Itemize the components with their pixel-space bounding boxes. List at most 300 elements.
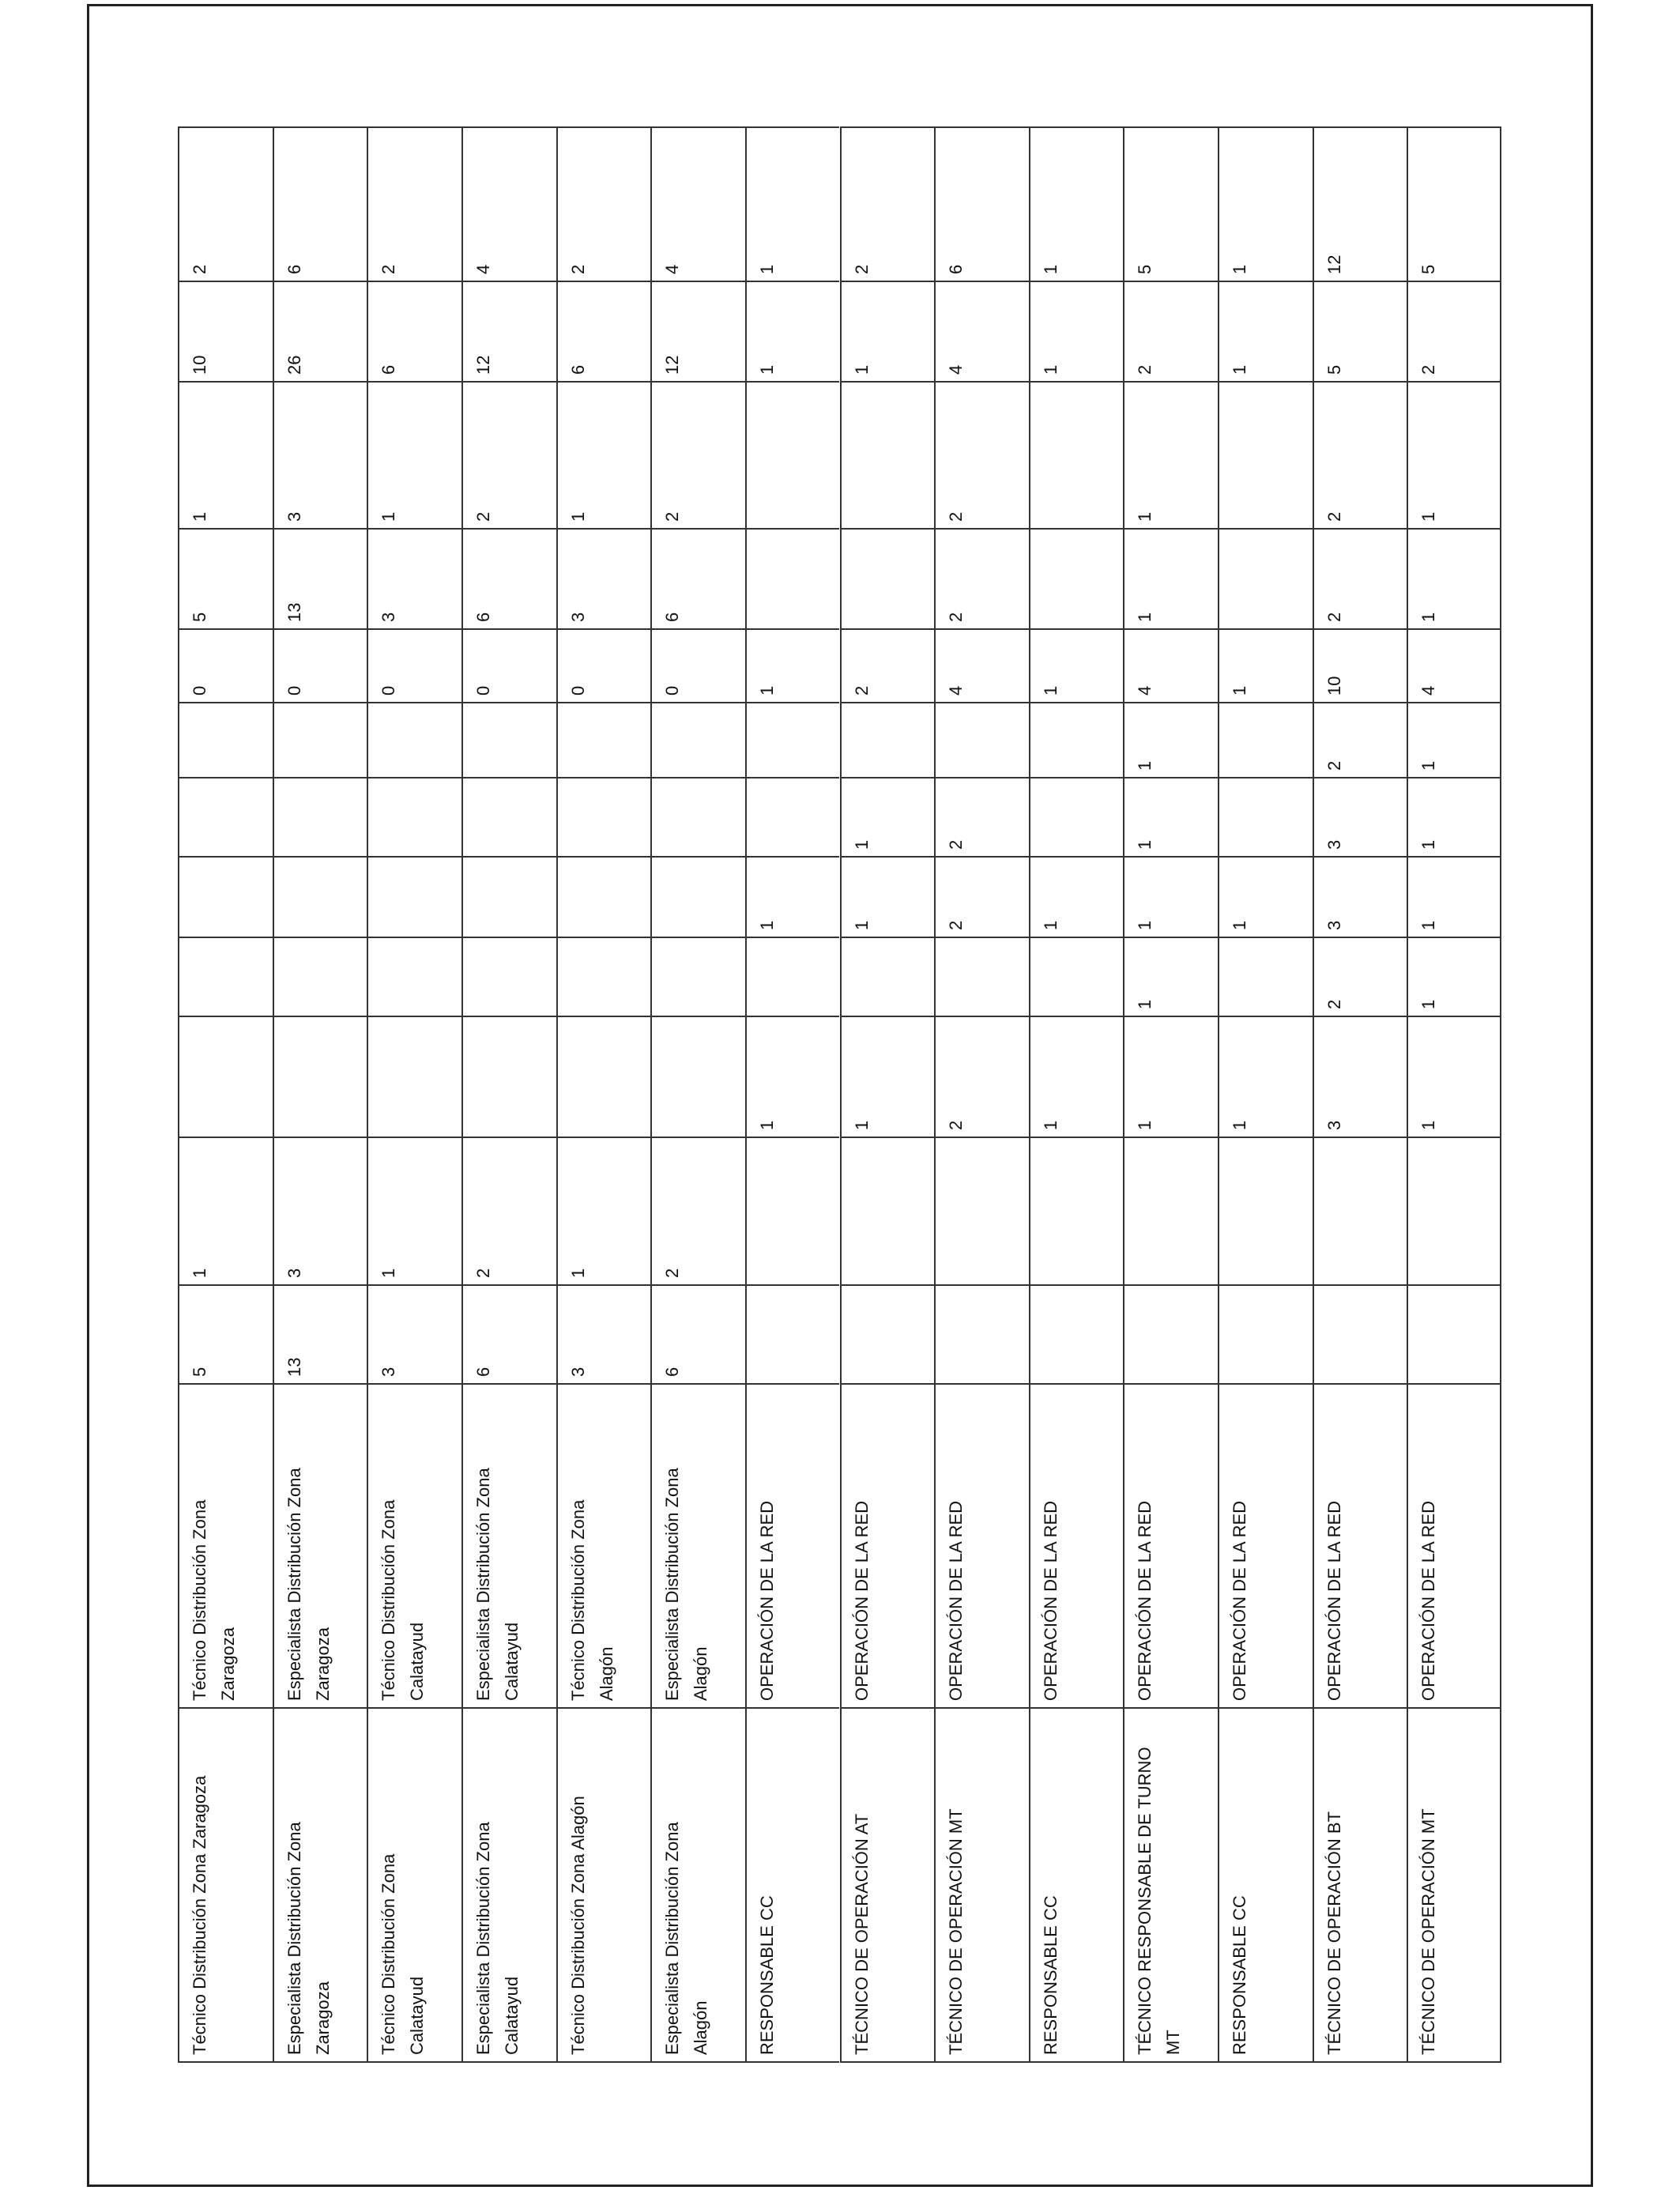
table-cell-c0 [368,1707,461,2063]
cell-text [658,1822,715,2055]
cell-text [942,265,970,274]
cell-line: 1 [1230,264,1250,274]
table-cell-c11 [1030,381,1124,528]
cell-text [469,356,498,375]
table-cell-c9 [1408,628,1500,702]
cell-line: Especialista Distribución Zona [662,1822,683,2055]
cell-text [753,921,782,930]
cell-text [1037,365,1065,375]
table-cell-c8 [652,702,745,777]
cell-text [375,365,403,375]
table-cell-c1 [179,1383,273,1707]
cell-text [753,1501,782,1701]
table-cell-c12 [747,281,840,381]
table-cell-c2 [368,1284,461,1383]
cell-text [942,1121,970,1130]
cell-text [942,840,970,850]
cell-line: 1 [851,839,872,850]
cell-line: 2 [190,264,209,274]
cell-text [469,1269,498,1278]
cell-line: 2 [851,264,872,274]
table-cell-c6 [936,856,1029,937]
table-cell-c1 [463,1383,556,1707]
cell-text [1320,613,1349,622]
cell-line: 2 [1324,612,1344,622]
table-cell-c3 [1408,1137,1500,1284]
table-cell-c13 [747,126,840,281]
cell-line: OPERACIÓN DE LA RED [946,1500,966,1701]
table-cell-c2 [652,1284,745,1383]
table-cell-c10 [747,528,840,628]
cell-text [1131,365,1159,375]
table-cell-c2 [1219,1284,1313,1383]
cell-text [1320,1121,1349,1130]
cell-text [1320,840,1349,850]
cell-text [848,840,876,850]
table-cell-c3 [652,1137,745,1284]
table-cell-c4 [842,1016,935,1137]
cell-text [1037,686,1065,696]
cell-line: 5 [190,1367,209,1377]
cell-line: 10 [190,355,209,375]
cell-line: 3 [567,612,588,622]
table-cell-c3 [274,1137,367,1284]
table-cell-c8 [842,702,935,777]
table-cell-c0 [747,1707,840,2063]
cell-text [469,1822,526,2055]
cell-text [1320,1000,1349,1009]
cell-line: Especialista Distribución Zona [284,1822,304,2055]
cell-text [469,1468,526,1701]
table-cell-c4 [1219,1016,1313,1137]
cell-text [848,265,876,274]
cell-text [469,613,498,622]
table-row [178,126,273,2063]
table-cell-c8 [274,702,367,777]
cell-line: TÉCNICO DE OPERACIÓN MT [1418,1808,1439,2055]
cell-line: 1 [756,364,777,375]
table-cell-c5 [179,937,273,1016]
cell-line: 1 [1135,760,1155,771]
cell-text [1131,1747,1188,2055]
table-cell-c11 [1124,381,1218,528]
cell-text [1414,1121,1443,1130]
cell-text [1414,512,1443,522]
cell-text [1320,512,1349,522]
table-cell-c12 [1030,281,1124,381]
cell-line: 2 [567,264,588,274]
cell-text [186,1367,214,1377]
cell-line: 2 [1135,364,1155,375]
cell-text [848,921,876,930]
cell-text [375,1269,403,1278]
table-cell-c4 [179,1016,273,1137]
cell-text [281,603,309,622]
cell-line: 1 [1230,920,1250,930]
table-cell-c9 [368,628,461,702]
cell-line: 2 [946,612,966,622]
table-cell-c6 [1124,856,1218,937]
cell-text [753,1895,782,2055]
cell-line: Especialista Distribución Zona [662,1468,683,1701]
cell-line: 1 [1040,1120,1060,1130]
table-cell-c2 [1124,1284,1218,1383]
table-cell-c7 [1219,777,1313,856]
table-cell-c12 [558,281,651,381]
cell-text [564,1796,593,2055]
cell-line: 1 [1418,839,1439,850]
cell-line: OPERACIÓN DE LA RED [1135,1500,1155,1701]
table-row [367,126,461,2063]
table-cell-c2 [463,1284,556,1383]
cell-line: Calatayud [407,1622,428,1701]
cell-text [848,365,876,375]
cell-text [1131,761,1159,771]
cell-text [848,1501,876,1701]
table-cell-c9 [1030,628,1124,702]
table-cell-c7 [936,777,1029,856]
cell-text [1320,1811,1349,2055]
table-cell-c10 [1408,528,1500,628]
cell-text [942,1808,970,2055]
table-cell-c13 [1314,126,1407,281]
cell-line: OPERACIÓN DE LA RED [756,1500,777,1701]
table-cell-c8 [1314,702,1407,777]
cell-text [1131,613,1159,622]
cell-line: OPERACIÓN DE LA RED [1324,1500,1344,1701]
cell-text [658,686,687,696]
cell-text [186,613,214,622]
table-cell-c2 [1314,1284,1407,1383]
table-cell-c4 [1030,1016,1124,1137]
cell-line: Alagón [691,1646,711,1701]
cell-text [375,1367,403,1377]
cell-text [848,1121,876,1130]
table-cell-c6 [1408,856,1500,937]
table-cell-c4 [652,1016,745,1137]
cell-text [564,613,593,622]
cell-text [1414,265,1443,274]
table-cell-c4 [463,1016,556,1137]
table-cell-c9 [179,628,273,702]
cell-line: 2 [946,839,966,850]
cell-line: 0 [662,685,683,696]
cell-text [942,921,970,930]
cell-line: 4 [662,264,683,274]
table-cell-c9 [463,628,556,702]
table-cell-c5 [274,937,367,1016]
table-cell-c11 [179,381,273,528]
cell-line: 4 [473,264,493,274]
table-cell-c13 [179,126,273,281]
cell-text [1226,921,1254,930]
cell-line: 1 [1230,1120,1250,1130]
table-row [840,126,935,2063]
table-cell-c0 [1030,1707,1124,2063]
cell-line: 1 [1418,920,1439,930]
table-cell-c13 [558,126,651,281]
cell-text [1131,1000,1159,1009]
table-cell-c6 [274,856,367,937]
cell-line: 1 [851,364,872,375]
cell-line: 1 [1135,920,1155,930]
cell-text [658,1269,687,1278]
cell-text [942,613,970,622]
cell-line: 2 [473,1268,493,1278]
table-cell-c0 [463,1707,556,2063]
table-cell-c2 [842,1284,935,1383]
cell-line: 4 [946,364,966,375]
table-cell-c10 [558,528,651,628]
cell-text [1131,512,1159,522]
cell-text [186,1269,214,1278]
cell-line: 1 [1040,264,1060,274]
table-cell-c1 [1124,1383,1218,1707]
cell-line: 3 [1324,1120,1344,1130]
table-cell-c6 [652,856,745,937]
table-cell-c1 [368,1383,461,1707]
cell-line: 3 [1324,839,1344,850]
cell-line: 5 [1418,264,1439,274]
cell-line: 3 [567,1367,588,1377]
cell-text [281,1468,337,1701]
cell-line: 1 [567,1268,588,1278]
cell-line: MT [1163,2030,1184,2055]
table-cell-c12 [1219,281,1313,381]
table-cell-c1 [842,1383,935,1707]
cell-text [942,365,970,375]
cell-line: TÉCNICO DE OPERACIÓN BT [1324,1811,1344,2055]
table-cell-c10 [652,528,745,628]
cell-text [1414,1000,1443,1009]
table-cell-c13 [652,126,745,281]
cell-text [753,1121,782,1130]
table-cell-c12 [1314,281,1407,381]
cell-text [1226,365,1254,375]
cell-line: 3 [284,511,304,522]
table-cell-c3 [1314,1137,1407,1284]
table-cell-c5 [842,937,935,1016]
cell-line: 3 [379,612,399,622]
table-cell-c0 [1408,1707,1500,2063]
table-cell-c4 [558,1016,651,1137]
cell-text [281,1269,309,1278]
table-cell-c6 [747,856,840,937]
cell-line: RESPONSABLE CC [756,1895,777,2055]
cell-text [1414,840,1443,850]
table-cell-c9 [652,628,745,702]
table-cell-c13 [842,126,935,281]
cell-text [564,512,593,522]
table-cell-c2 [936,1284,1029,1383]
table-cell-c6 [368,856,461,937]
table-cell-c2 [179,1284,273,1383]
table-cell-c12 [274,281,367,381]
cell-line: 2 [1324,760,1344,771]
cell-line: 1 [756,685,777,696]
table-row [556,126,651,2063]
cell-line: Técnico Distribución Zona [379,1499,399,1701]
table-row [650,126,745,2063]
table-cell-c1 [1408,1383,1500,1707]
table-cell-c1 [652,1383,745,1707]
table-cell-c9 [936,628,1029,702]
cell-line: 1 [1040,920,1060,930]
table-cell-c5 [1314,937,1407,1016]
table-cell-c12 [368,281,461,381]
cell-line: 2 [946,1120,966,1130]
cell-text [658,1367,687,1377]
table-cell-c11 [463,381,556,528]
cell-line: RESPONSABLE CC [1230,1895,1250,2055]
cell-line: 13 [284,1357,304,1377]
cell-line: 2 [1324,511,1344,522]
cell-line: 1 [1418,612,1439,622]
cell-line: 1 [851,1120,872,1130]
cell-line: 1 [756,1120,777,1130]
table-cell-c9 [1219,628,1313,702]
cell-line: Especialista Distribución Zona [473,1822,493,2055]
table-cell-c5 [1030,937,1124,1016]
cell-line: 1 [190,1268,209,1278]
cell-line: 1 [1135,612,1155,622]
cell-line: 1 [1230,685,1250,696]
table-cell-c12 [463,281,556,381]
table-cell-c12 [1408,281,1500,381]
cell-text [942,512,970,522]
table-cell-c11 [1314,381,1407,528]
table-cell-c5 [368,937,461,1016]
table-cell-c8 [558,702,651,777]
cell-text [469,265,498,274]
table-cell-c0 [842,1707,935,2063]
cell-text [1414,613,1443,622]
table-cell-c9 [1124,628,1218,702]
cell-line: 2 [662,511,683,522]
table-cell-c11 [558,381,651,528]
table-cell-c4 [747,1016,840,1137]
table-cell-c13 [1219,126,1313,281]
cell-text [375,1854,431,2055]
table-cell-c2 [1408,1284,1500,1383]
table-cell-c13 [368,126,461,281]
cell-text [658,512,687,522]
cell-line: Técnico Distribución Zona [379,1853,399,2055]
cell-line: 1 [1040,685,1060,696]
table-cell-c3 [1124,1137,1218,1284]
table-cell-c10 [1030,528,1124,628]
table-cell-c6 [1030,856,1124,937]
table-cell-c1 [558,1383,651,1707]
table-cell-c7 [842,777,935,856]
table-cell-c0 [1124,1707,1218,2063]
table-cell-c0 [1314,1707,1407,2063]
cell-line: 2 [379,264,399,274]
table-cell-c7 [1124,777,1218,856]
table-cell-c8 [747,702,840,777]
cell-text [1131,840,1159,850]
table-row [1029,126,1124,2063]
cell-text [1226,1501,1254,1701]
cell-line: 1 [1135,999,1155,1009]
cell-text [942,686,970,696]
cell-line: 6 [284,264,304,274]
table-row [461,126,556,2063]
cell-text [469,1367,498,1377]
table-cell-c2 [1030,1284,1124,1383]
table-cell-c4 [368,1016,461,1137]
cell-text [1131,265,1159,274]
cell-line: 6 [473,612,493,622]
cell-text [658,1468,715,1701]
table-cell-c3 [179,1137,273,1284]
cell-text [848,1814,876,2055]
cell-line: 1 [756,920,777,930]
cell-text [1037,1121,1065,1130]
table-cell-c7 [274,777,367,856]
table-cell-c0 [558,1707,651,2063]
table-cell-c4 [1124,1016,1218,1137]
table-cell-c5 [747,937,840,1016]
table-cell-c13 [1030,126,1124,281]
table-cell-c1 [1219,1383,1313,1707]
table-cell-c6 [1219,856,1313,937]
cell-line: OPERACIÓN DE LA RED [1230,1500,1250,1701]
cell-line: 0 [567,685,588,696]
table-cell-c7 [747,777,840,856]
table-cell-c9 [842,628,935,702]
table-cell-c9 [747,628,840,702]
cell-line: Zaragoza [312,1627,333,1701]
table-cell-c7 [463,777,556,856]
cell-text [1414,1501,1443,1701]
table-cell-c6 [558,856,651,937]
cell-line: 1 [1230,364,1250,375]
table-cell-c9 [1314,628,1407,702]
rotated-table [178,126,1501,2063]
cell-line: Técnico Distribución Zona [190,1499,209,1701]
cell-line: Alagón [691,2000,711,2055]
cell-text [186,686,214,696]
cell-text [564,686,593,696]
cell-line: OPERACIÓN DE LA RED [1418,1500,1439,1701]
table-cell-c11 [1408,381,1500,528]
table-cell-c11 [842,381,935,528]
cell-text [1414,1808,1443,2055]
table-row [1407,126,1501,2063]
table-row [934,126,1029,2063]
cell-line: 1 [1135,511,1155,522]
table-cell-c4 [936,1016,1029,1137]
table-cell-c5 [936,937,1029,1016]
cell-text [1226,1121,1254,1130]
cell-text [281,686,309,696]
cell-text [658,613,687,622]
cell-text [564,1367,593,1377]
table-cell-c5 [652,937,745,1016]
cell-text [1226,265,1254,274]
table-cell-c13 [463,126,556,281]
cell-text [1414,761,1443,771]
table-cell-c8 [179,702,273,777]
cell-text [1037,921,1065,930]
cell-line: 1 [190,511,209,522]
cell-text [1320,1501,1349,1701]
table-cell-c10 [1219,528,1313,628]
table-cell-c8 [368,702,461,777]
table-cell-c11 [274,381,367,528]
cell-line: 0 [473,685,493,696]
